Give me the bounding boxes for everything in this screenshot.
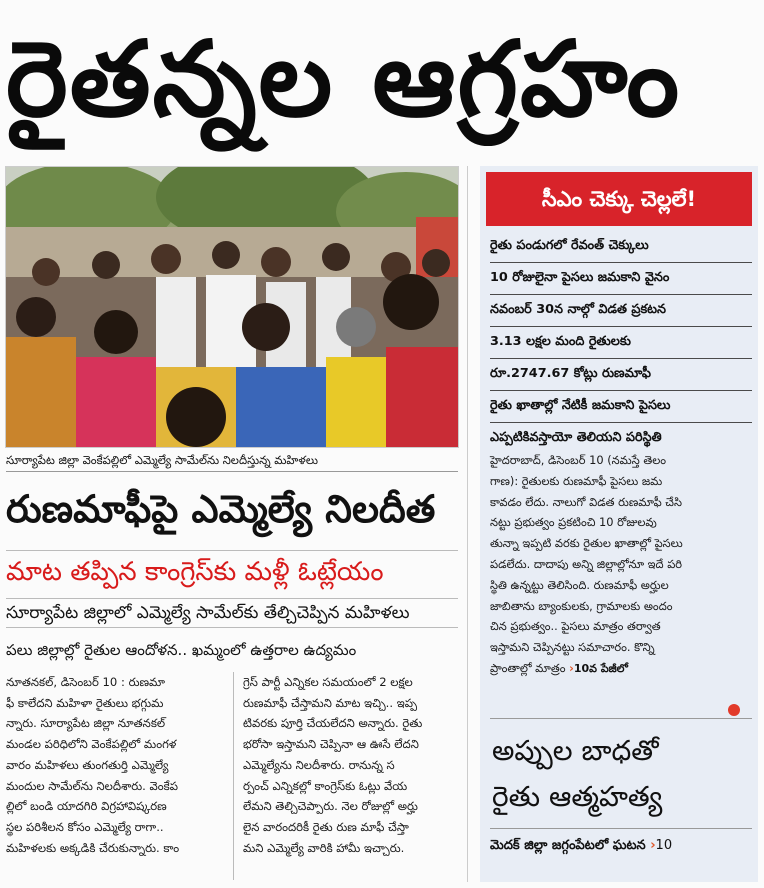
sidebar-banner: సీఎం చెక్కు చెల్లలే! xyxy=(486,172,752,226)
story2-headline: అప్పుల బాధతో రైతు ఆత్మహత్య xyxy=(492,734,663,813)
section-divider xyxy=(467,166,468,882)
sidebar-point: 3.13 లక్షల మంది రైతులకు xyxy=(490,326,752,359)
story-column-right: గ్రెస్‌ పార్టీ ఎన్నికల సమయంలో 2 లక్షల రుణమాఫీ చేస్తామని మాట ఇచ్చి.. ఇప్ప టివరకు పూర్తి చేయలేదని అన్నారు. రైతు భరోసా ఇస్తామని చెప్పినా ఆ ఊసే లేదని ఎమ్మెల్యేను నిలదీశారు. రానున్న స ర్పంచ్‌ ఎన్నికల్లో కాంగ్రెస్‌కు ఓట్లు వేయ లేమని తెల్చిచెప్పారు. నెల రోజుల్లో అర్హు లైన వారందరికీ రైతు రుణ మాఫీ చేస్తా మని ఎమ్మెల్యే వారికి హామీ ఇచ్చారు. xyxy=(243,675,423,855)
story-headline: రుణమాఫీపై ఎమ్మెల్యే నిలదీత xyxy=(6,487,436,531)
story-column-left: నూతనకల్‌, డిసెంబర్‌ 10 : రుణమా ఫీ కాలేదని మహిళా రైతులు భగ్గుమ న్నారు. సూర్యాపేట జిల్లా నూతనకల్‌ మండల పరిధిలోని వెంకేపల్లిలో మంగళ వారం మహిళలు తుంగతుర్తి ఎమ్మెల్యే మందుల సామేల్‌ను నిలదీశారు. వెంకేప ల్లిలో బండి యాదగిరి విగ్రహావిష్కరణ స్థల పరిశీలన కోసం ఎమ్మెల్యే రాగా.. మహిళలకు అక్కడికి చేరుకున్నారు. కాం xyxy=(6,675,180,855)
news-photo xyxy=(5,166,459,448)
story-subheadline: మాట తప్పిన కాంగ్రెస్‌కు మళ్లీ ఓట్లేయం xyxy=(6,550,458,593)
story-deck: సూర్యాపేట జిల్లాలో ఎమ్మెల్యే సామేల్‌కు తేల్చిచెప్పిన మహిళలు xyxy=(6,598,458,628)
sidebar-point: ఎప్పటికివస్తాయో తెలియని పరిస్థితి xyxy=(490,430,662,445)
chevron-right-icon: › xyxy=(650,838,656,853)
sidebar-point: రూ.2747.67 కోట్లు రుణమాఫీ xyxy=(490,358,752,391)
story2-tag-text: మెదక్‌ జిల్లా జగ్గంపేటలో ఘటన xyxy=(490,838,646,853)
main-headline: రైతన్నల ఆగ్రహం xyxy=(6,18,682,140)
sidebar-divider xyxy=(490,718,752,719)
continued-page-link[interactable]: 10వ పేజీలో xyxy=(573,661,628,675)
story2-page-link[interactable]: 10 xyxy=(655,838,673,853)
story2-tagline xyxy=(490,828,752,863)
sidebar-point: రైతు ఖాతాల్లో నేటికీ జమకాని పైసలు xyxy=(490,390,752,423)
farmers-protest-photo xyxy=(6,167,458,447)
column-divider xyxy=(233,672,234,880)
story-strap: పలు జిల్లాల్లో రైతుల ఆందోళన.. ఖమ్మంలో ఉత్తరాల ఉద్యమం xyxy=(6,641,357,659)
chevron-right-icon: › xyxy=(569,660,574,675)
photo-caption: సూర్యాపేట జిల్లా వెంకేపల్లిలో ఎమ్మెల్యే సామేల్‌ను నిలదీస్తున్న మహిళలు xyxy=(6,449,458,472)
red-dot-icon xyxy=(728,704,740,716)
sidebar-point: రైతు పండుగలో రేవంత్‌ చెక్కులు xyxy=(490,230,752,263)
sidebar-body-text: హైదరాబాద్‌, డిసెంబర్‌ 10 (నమస్తే తెలం గాణ): రైతులకు రుణమాఫీ పైసలు జమ కావడం లేదు. నాలుగో విడత రుణమాఫీ చేసి నట్టు ప్రభుత్వం ప్రకటించి 10 రోజులవు తున్నా ఇప్పటి వరకు రైతుల ఖాతాల్లో పైసలు పడలేదు. దాదాపు అన్ని జిల్లాల్లోనూ ఇదే పరి స్థితి ఉన్నట్టు తెలిసింది. రుణమాఫీ అర్హుల జాబితాను బ్యాంకులకు, గ్రామాలకు అందం చిన ప్రభుత్వం.. పైసలు మాత్రం తర్వాత ఇస్తామని చెప్పినట్టు సమాచారం. కొన్ని ప్రాంతాల్లో మాత్రం xyxy=(490,453,683,675)
sidebar-point: నవంబర్‌ 30న నాల్గో విడత ప్రకటన xyxy=(490,294,752,327)
sidebar-body xyxy=(490,450,752,680)
sidebar-point: 10 రోజులైనా పైసలు జమకాని వైనం xyxy=(490,262,752,295)
